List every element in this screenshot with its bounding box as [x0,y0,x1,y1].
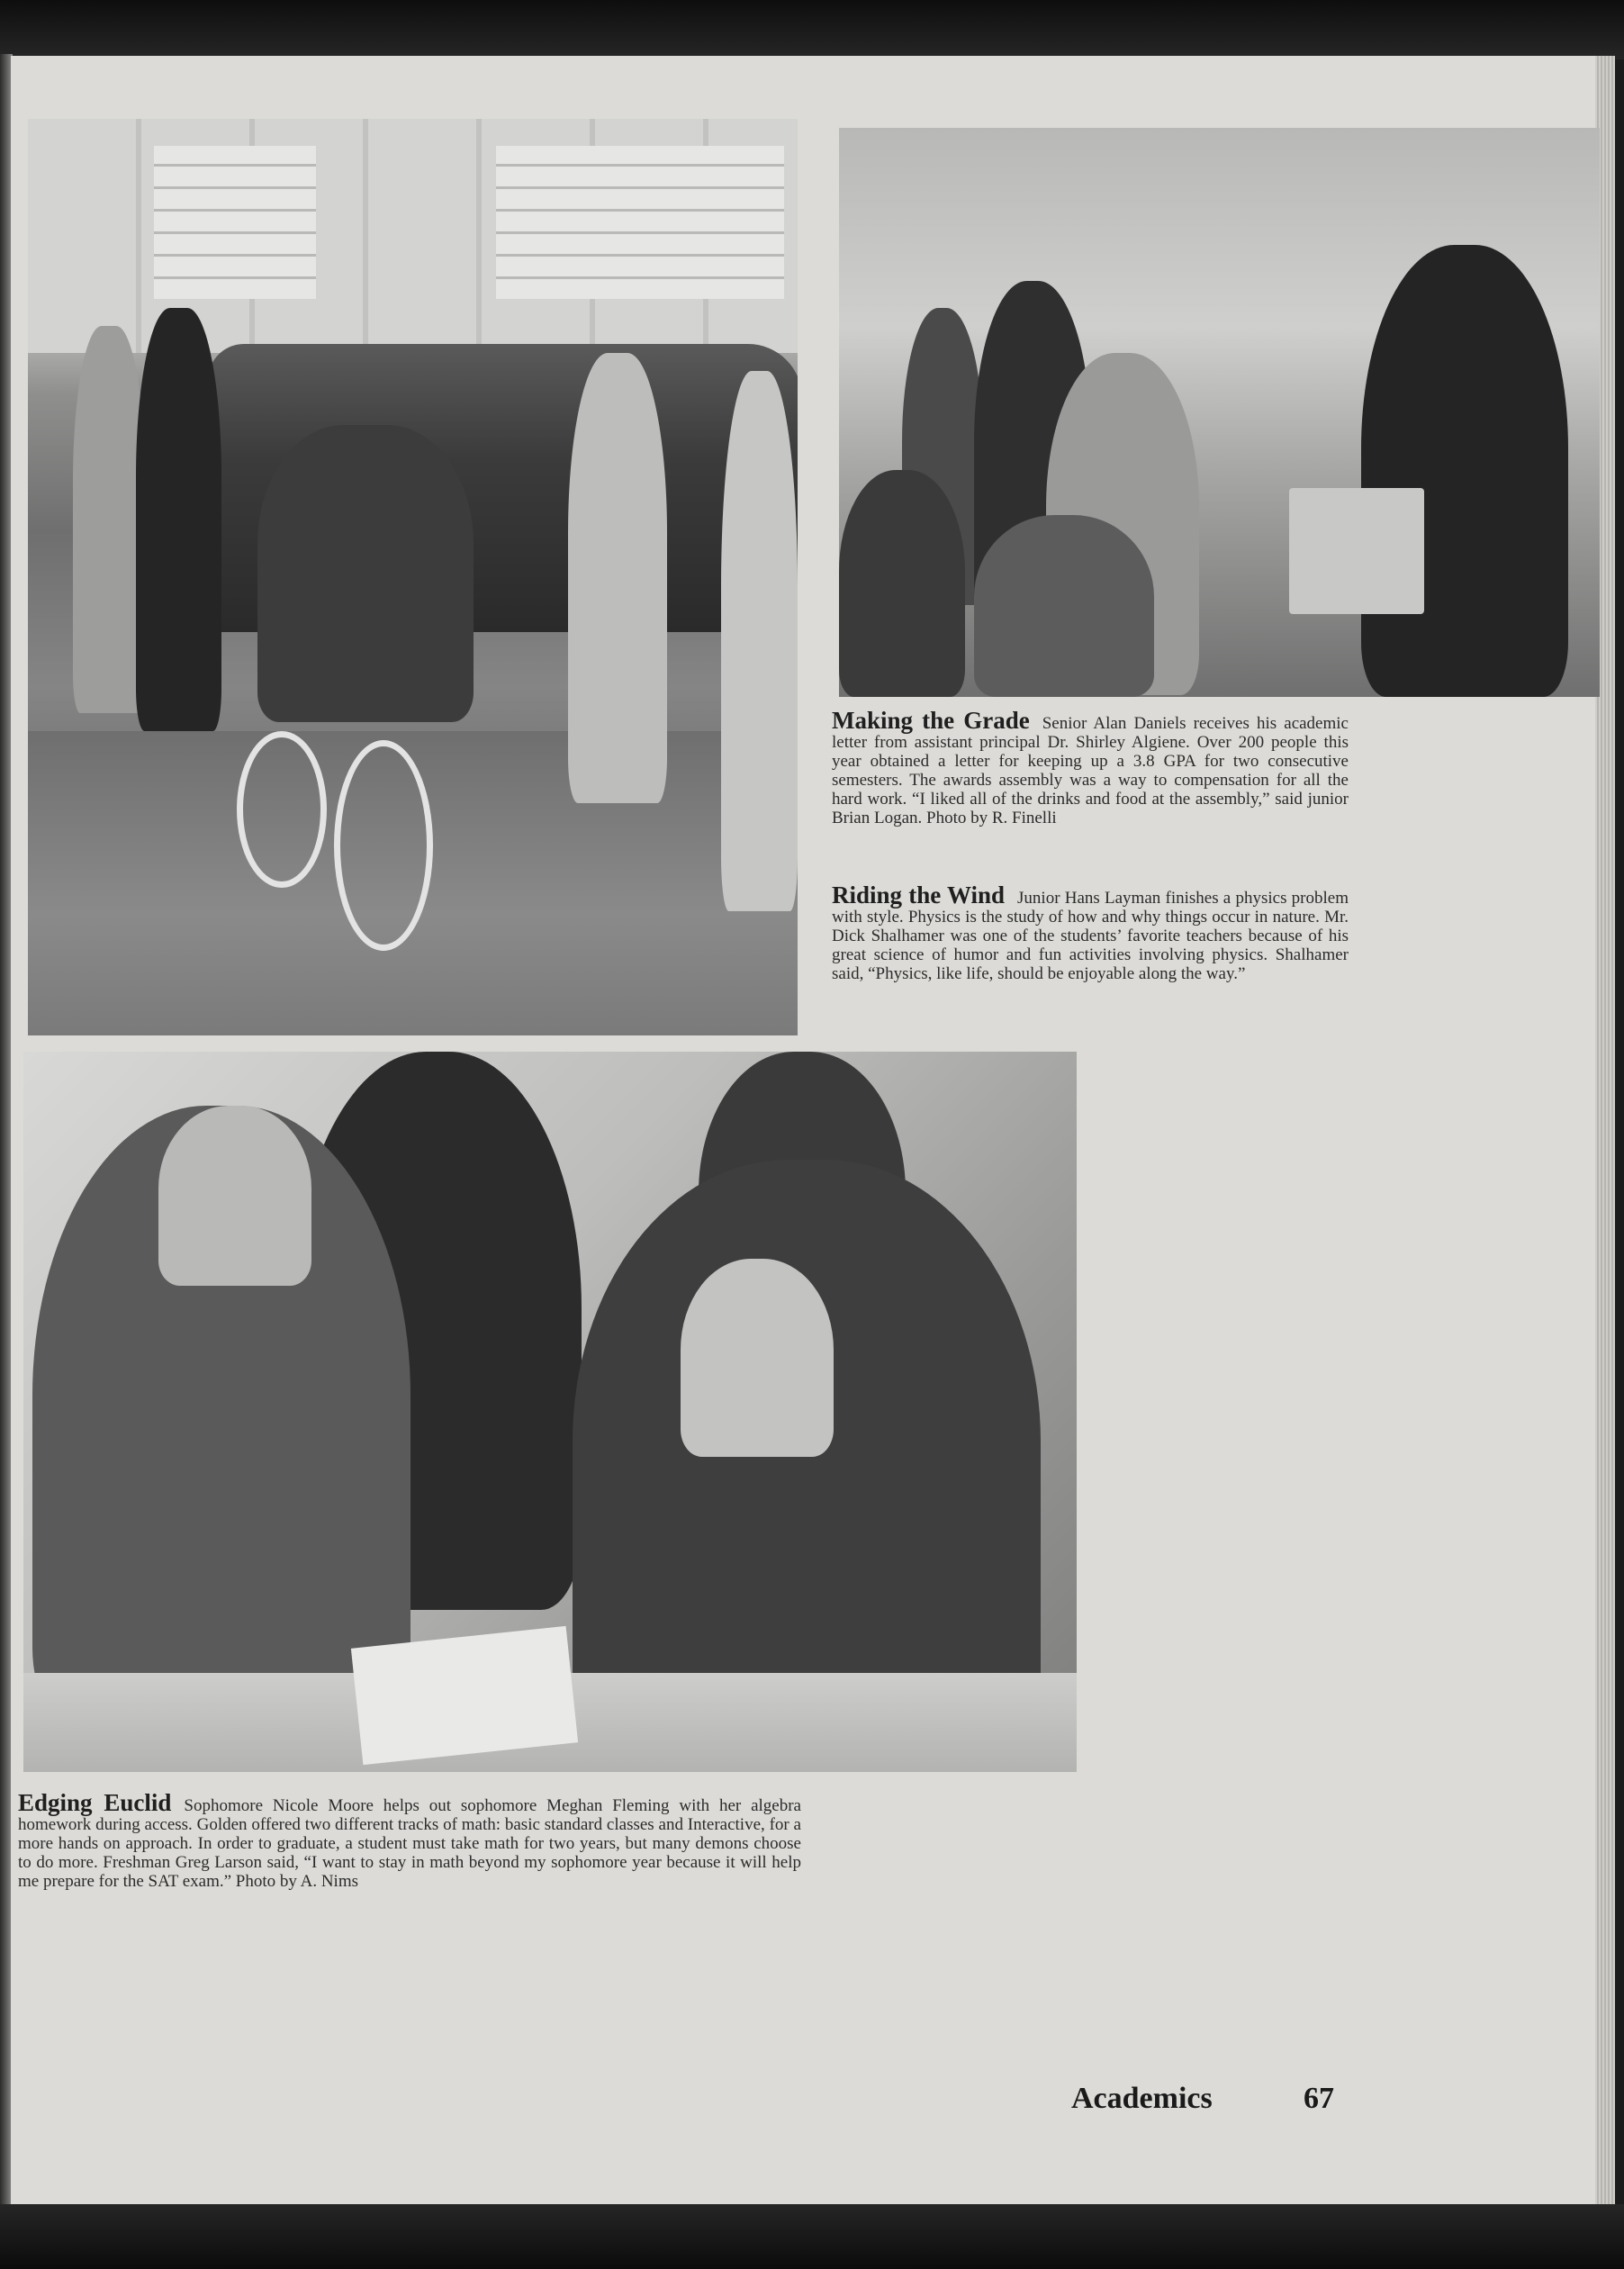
photo-bike-wheel [334,740,433,951]
caption-body: Junior Hans Layman finishes a physics problem with style. Physics is the study of how and why things occur in nature. Mr. Dick Shalhamer was one of the students’ favorite teachers because of his great science of humor and fun activities involving physics. Shalhamer said, “Physics, like life, should be enjoyable along the way.” [832,889,1349,983]
photo-person [974,515,1154,697]
caption-title: Riding the Wind [832,881,1006,909]
caption-making-the-grade [832,707,1349,827]
photo-student-face [681,1259,834,1457]
photo-window [496,146,784,299]
photo-student-figure [73,326,145,713]
caption-body: Sophomore Nicole Moore helps out sophomore Meghan Fleming with her algebra homework during access. Golden offered two different tracks of math: basic standard classes and Interactive, for a more hands on approach. In order to graduate, a student must take math for two years, but many demons choose to do more. Freshman Greg Larson said, “I want to stay in math beyond my sophomore year because it will help me prepare for the SAT exam.” Photo by A. Nims [18,1796,801,1891]
caption-title: Making the Grade [832,707,1030,734]
photo-window [154,146,316,299]
photo-making-the-grade [839,128,1600,697]
caption-edging-euclid [18,1789,801,1891]
photo-riding-the-wind [28,119,798,1035]
yearbook-page [11,56,1615,2208]
photo-student-recipient [1361,245,1568,697]
photo-bike-wheel [237,731,327,888]
photo-student-figure [136,308,221,731]
photo-homework-paper [351,1626,578,1765]
scan-top-border [0,0,1624,59]
photo-student-figure [568,353,667,803]
caption-riding-the-wind [832,881,1349,983]
photo-student-face [158,1106,311,1286]
photo-awards-table [1289,488,1424,614]
photo-person [839,470,965,697]
caption-body: Senior Alan Daniels receives his academic letter from assistant principal Dr. Shirley Algiene. Over 200 people this year obtained a letter for keeping up a 3.8 GPA for two consecutive semesters. The awards assembly was a way to compensation for all the hard work. “I liked all of the drinks and food at the assembly,” said junior Brian Logan. Photo by R. Finelli [832,714,1349,827]
caption-title: Edging Euclid [18,1789,172,1816]
page-number: 67 [1304,2082,1334,2115]
section-title: Academics [1071,2082,1213,2115]
scan-bottom-border [0,2204,1624,2269]
photo-cyclist [257,425,474,722]
photo-student-figure [721,371,798,911]
photo-edging-euclid [23,1052,1077,1772]
